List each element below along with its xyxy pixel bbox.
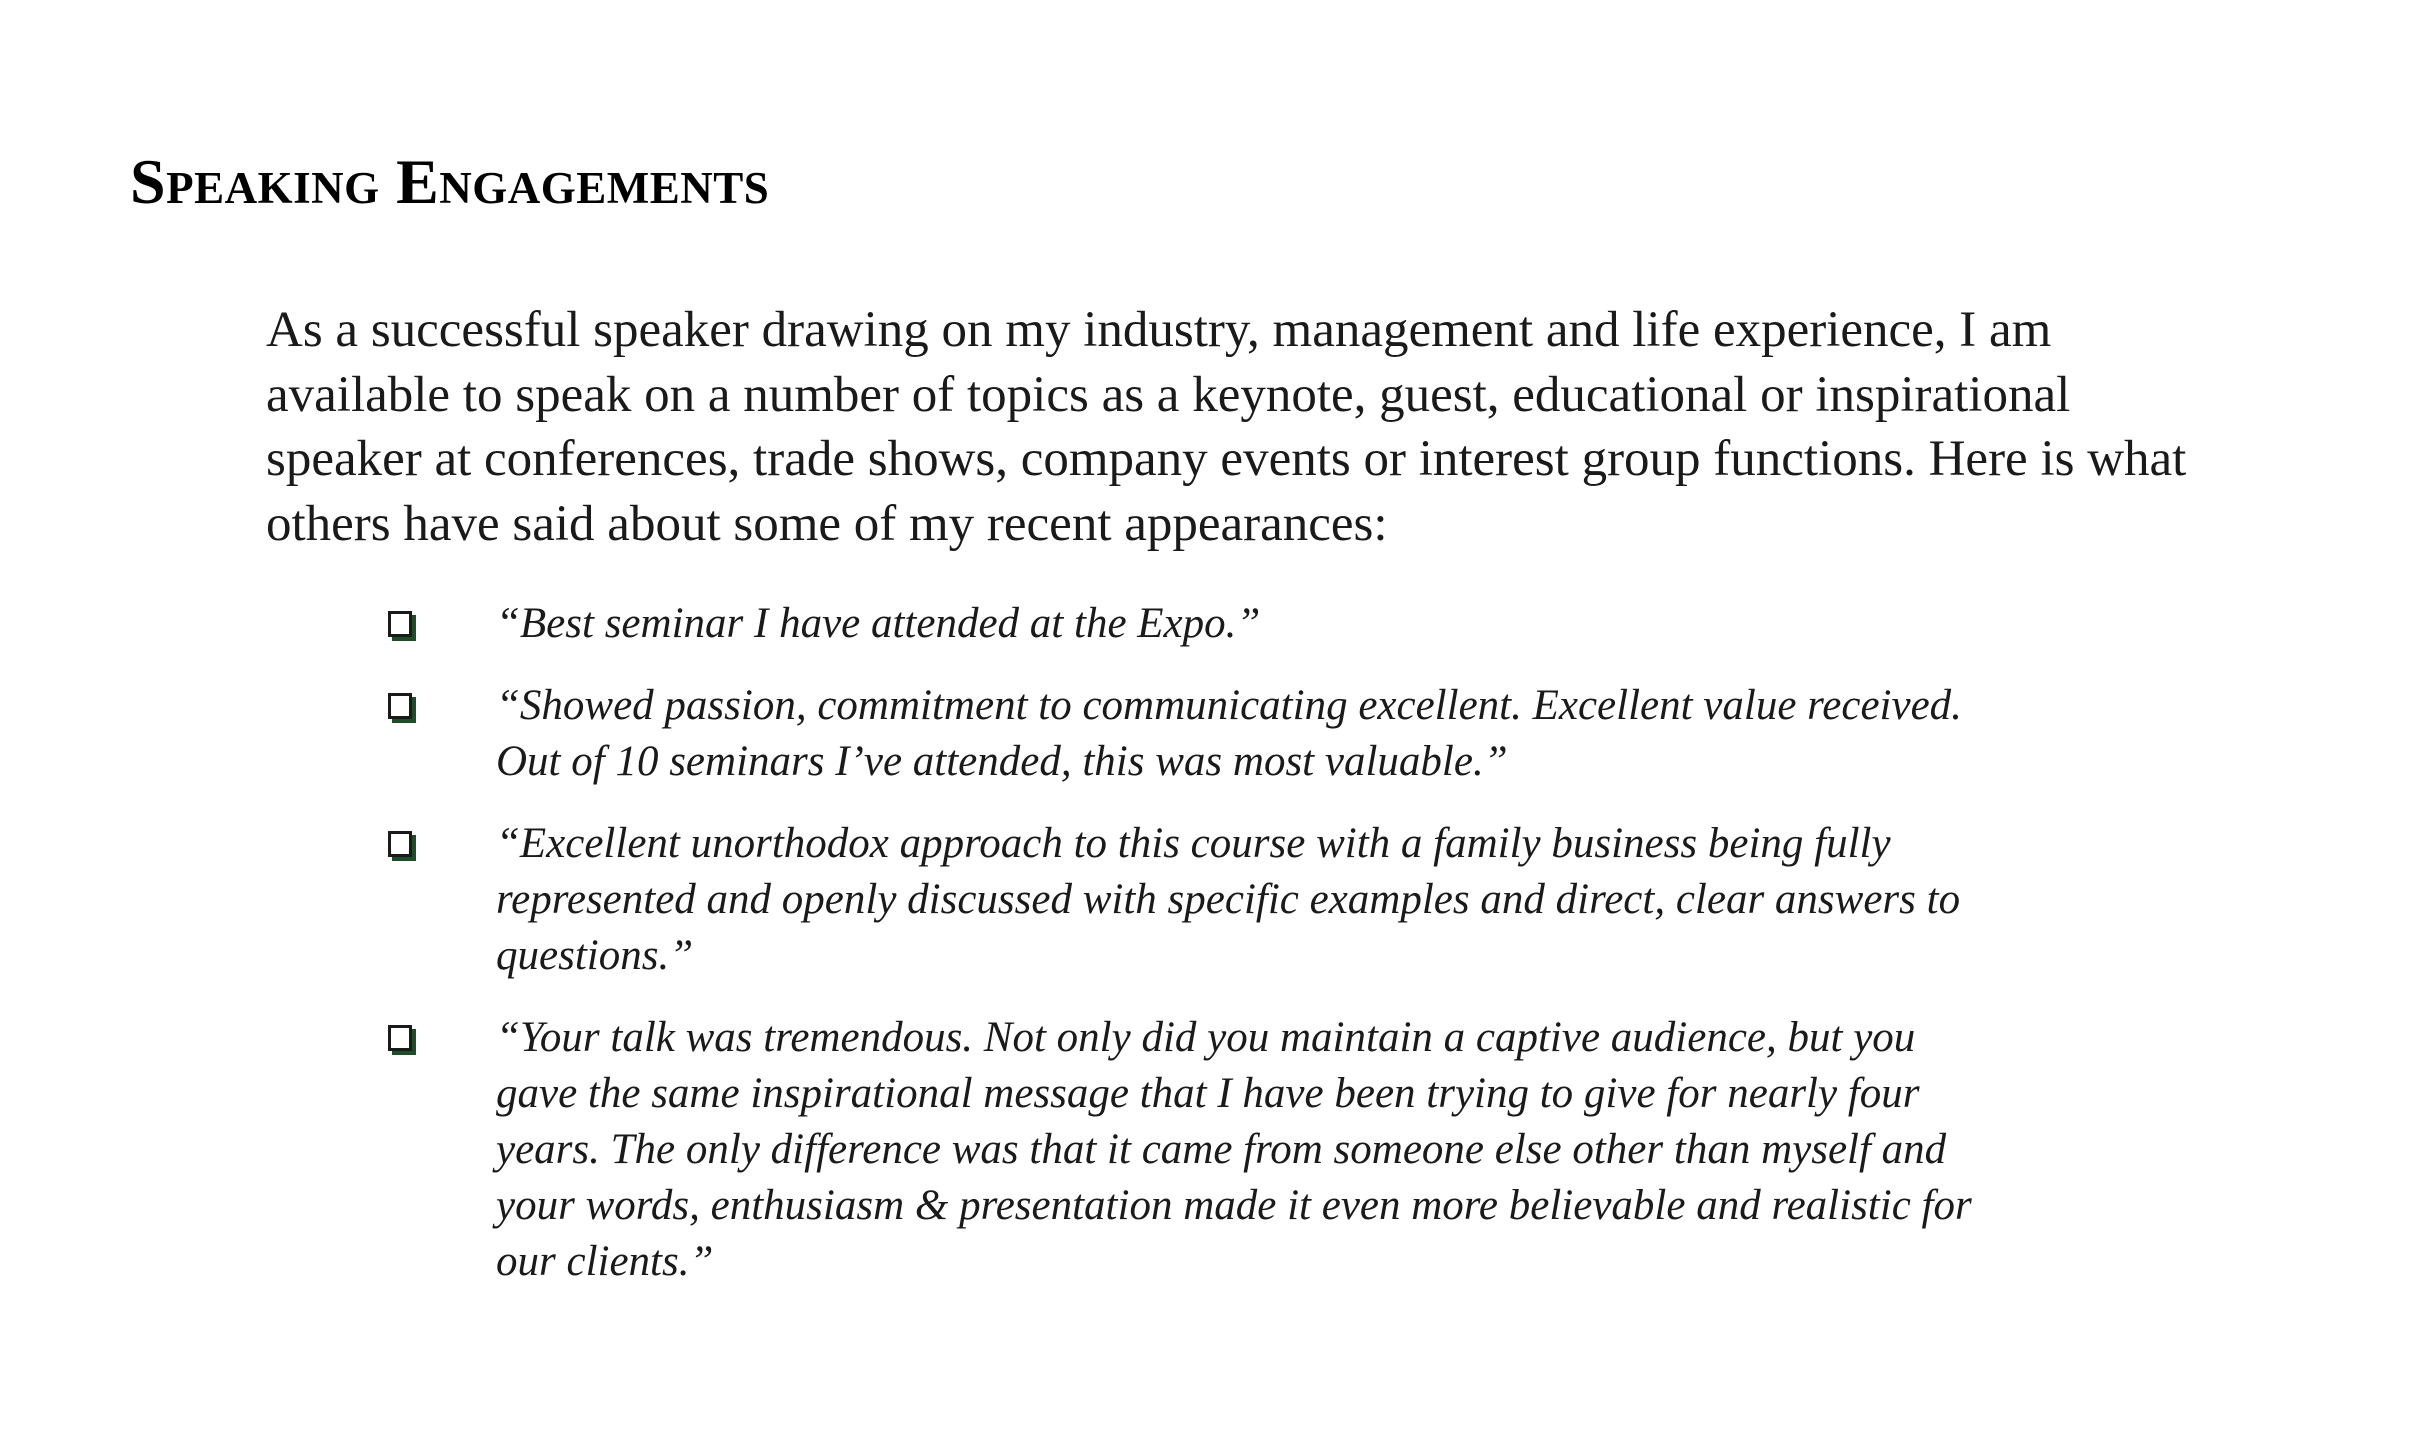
checkbox-icon [388, 611, 412, 637]
checkbox-icon [388, 1025, 412, 1051]
testimonial-item [380, 596, 2000, 652]
testimonial-text: “Excellent unorthodox approach to this course with a family business being fully represented and openly discussed with specific examples and direct, clear answers to questions.” [496, 820, 1961, 979]
testimonial-text: “Your talk was tremendous. Not only did you maintain a captive audience, but you gave the same inspirational message that I have been trying to give for nearly four years. The only difference was that it came from someone else other than myself and your words, enthusiasm & presentation made it even more believable and realistic for our clients.” [496, 1014, 1972, 1285]
testimonial-item [380, 1010, 2000, 1290]
intro-paragraph: As a successful speaker drawing on my industry, management and life experience, I am available to speak on a number of topics as a keynote, guest, educational or inspirational speaker at conferences, trade shows, company events or interest group functions. Here is what others have said about some of my recent appearances: [266, 302, 2187, 552]
page-title: Speaking Engagements [130, 146, 770, 217]
testimonial-item [380, 678, 2000, 790]
testimonial-text: “Showed passion, commitment to communicating excellent. Excellent value received. Out of 10 seminars I’ve attended, this was most valuable.” [496, 682, 1962, 785]
testimonial-list [380, 596, 2000, 1316]
testimonial-item [380, 816, 2000, 984]
testimonial-text: “Best seminar I have attended at the Expo.” [496, 600, 1261, 647]
checkbox-icon [388, 693, 412, 719]
checkbox-icon [388, 831, 412, 857]
